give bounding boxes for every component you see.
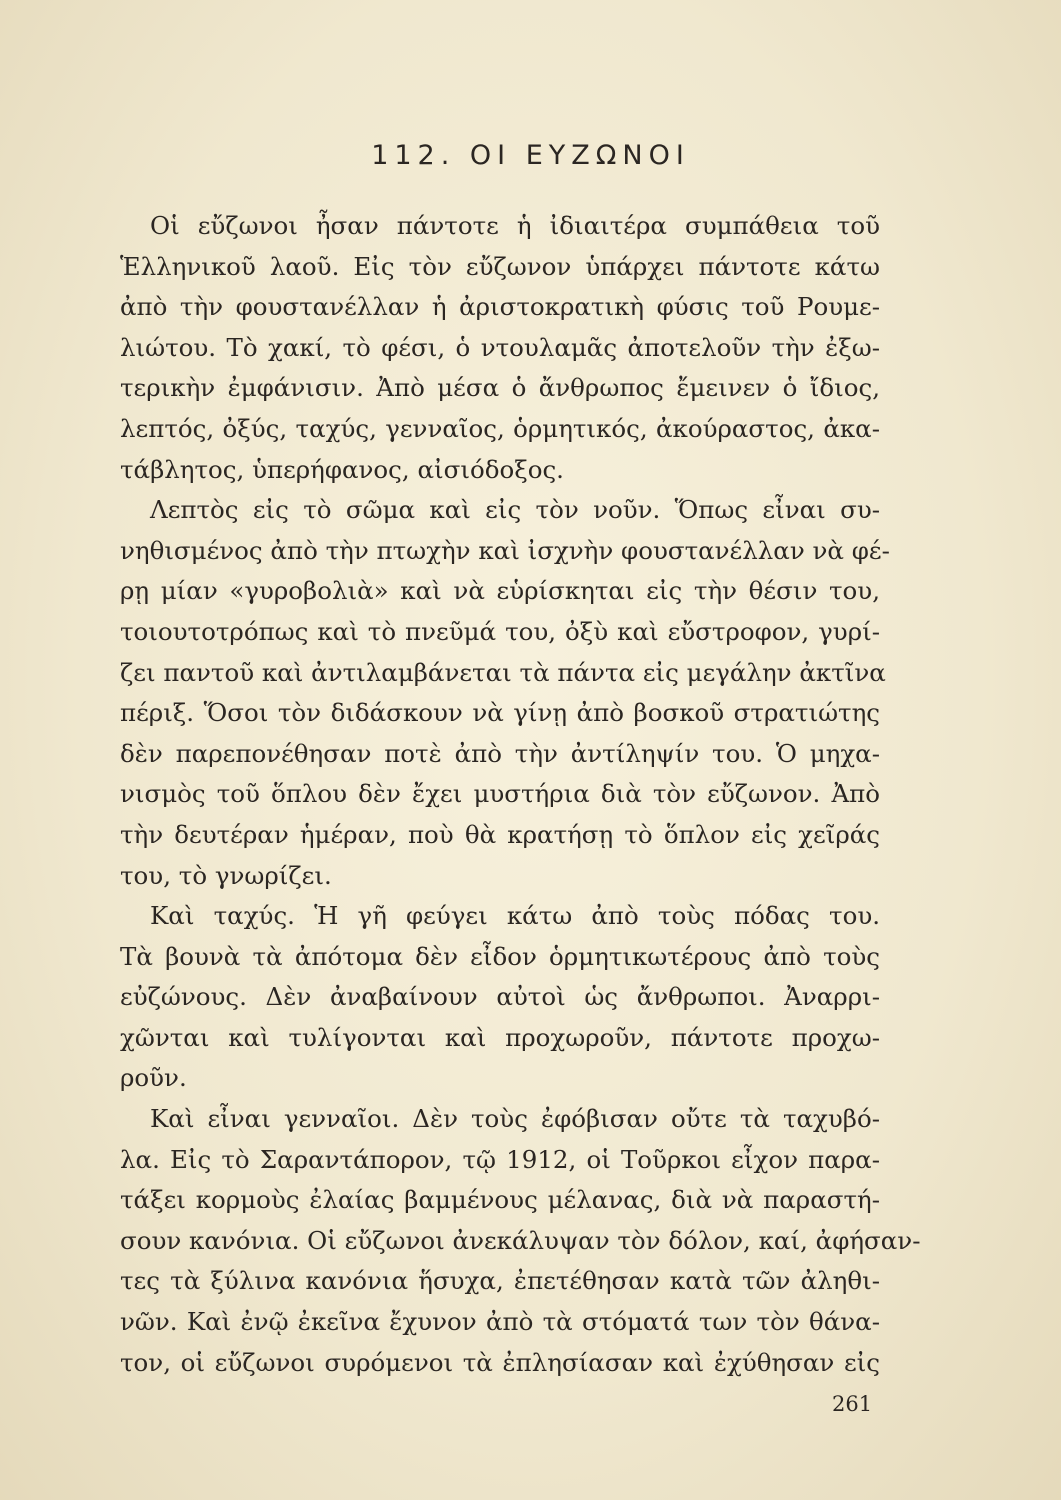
text-line: ζει παντοῦ καὶ ἀντιλαμβάνεται τὰ πάντα εἰς μεγάλην ἀκτῖνα <box>120 657 886 687</box>
text-line: τὴν δευτέραν ἡμέραν, ποὺ θὰ κρατήσῃ τὸ ὅπλον εἰς χεῖράς <box>120 819 880 849</box>
text-line: ρῃ μίαν «γυροβολιὰ» καὶ νὰ εὑρίσκηται εἰς τὴν θέσιν του, <box>120 576 880 606</box>
text-line: εὐζώνους. Δὲν ἀναβαίνουν αὐτοὶ ὡς ἄνθρωποι. Ἀναρρι- <box>120 982 880 1012</box>
text-line: τάβλητος, ὑπερήφανος, αἰσιόδοξος. <box>120 454 564 484</box>
text-line: νισμὸς τοῦ ὅπλου δὲν ἔχει μυστήρια διὰ τὸν εὔζωνον. Ἀπὸ <box>120 779 880 809</box>
text-line: Οἱ εὔζωνοι ἦσαν πάντοτε ἡ ἰδιαιτέρα συμπάθεια τοῦ <box>150 211 880 240</box>
text-line: Καὶ ταχύς. Ἡ γῆ φεύγει κάτω ἀπὸ τοὺς πόδας του. <box>150 901 880 931</box>
text-line: Λεπτὸς εἰς τὸ σῶμα καὶ εἰς τὸν νοῦν. Ὅπως εἶναι συ- <box>150 495 880 525</box>
page-number: 261 <box>832 1392 873 1416</box>
text-line: Τὰ βουνὰ τὰ ἀπότομα δὲν εἶδον ὁρμητικωτέρους ἀπὸ τοὺς <box>120 941 880 971</box>
text-line: τες τὰ ξύλινα κανόνια ἥσυχα, ἐπετέθησαν κατὰ τῶν ἀληθι- <box>120 1266 880 1296</box>
text-line: τον, οἱ εὔζωνοι συρόμενοι τὰ ἐπλησίασαν καὶ ἐχύθησαν εἰς <box>120 1347 880 1377</box>
text-line: Ἑλληνικοῦ λαοῦ. Εἰς τὸν εὔζωνον ὑπάρχει πάντοτε κάτω <box>120 251 880 281</box>
text-line: τερικὴν ἐμφάνισιν. Ἀπὸ μέσα ὁ ἄνθρωπος ἔμεινεν ὁ ἴδιος, <box>120 373 880 403</box>
text-line: τάξει κορμοὺς ἐλαίας βαμμένους μέλανας, διὰ νὰ παραστή- <box>120 1185 880 1215</box>
body-text <box>120 206 921 1383</box>
text-line: ἀπὸ τὴν φουστανέλλαν ἡ ἀριστοκρατικὴ φύσις τοῦ Ρουμε- <box>120 292 880 322</box>
text-line: δὲν παρεπονέθησαν ποτὲ ἀπὸ τὴν ἀντίληψίν του. Ὁ μηχα- <box>120 738 880 768</box>
text-line: σουν κανόνια. Οἱ εὔζωνοι ἀνεκάλυψαν τὸν δόλον, καί, ἀφήσαν- <box>120 1225 921 1255</box>
text-line: τοιουτοτρόπως καὶ τὸ πνεῦμά του, ὀξὺ καὶ εὔστροφον, γυρί- <box>120 616 880 646</box>
text-line: πέριξ. Ὅσοι τὸν διδάσκουν νὰ γίνῃ ἀπὸ βοσκοῦ στρατιώτης <box>120 698 880 728</box>
text-line: του, τὸ γνωρίζει. <box>120 860 332 890</box>
chapter-title: 112. ΟΙ ΕΥΖΩΝΟΙ <box>371 140 690 171</box>
text-line: νῶν. Καὶ ἐνῷ ἐκεῖνα ἔχυνον ἀπὸ τὰ στόματά των τὸν θάνα- <box>120 1307 880 1337</box>
text-line: λιώτου. Τὸ χακί, τὸ φέσι, ὁ ντουλαμᾶς ἀποτελοῦν τὴν ἐξω- <box>120 332 880 362</box>
text-line: νηθισμένος ἀπὸ τὴν πτωχὴν καὶ ἰσχνὴν φουστανέλλαν νὰ φέ- <box>120 535 890 565</box>
text-line: λα. Εἰς τὸ Σαραντάπορον, τῷ 1912, οἱ Τοῦρκοι εἶχον παρα- <box>120 1144 880 1174</box>
text-line: χῶνται καὶ τυλίγονται καὶ προχωροῦν, πάντοτε προχω- <box>120 1022 880 1052</box>
text-line: ροῦν. <box>120 1063 187 1093</box>
text-line: Καὶ εἶναι γενναῖοι. Δὲν τοὺς ἐφόβισαν οὔτε τὰ ταχυβό- <box>150 1104 880 1134</box>
text-line: λεπτός, ὀξύς, ταχύς, γενναῖος, ὁρμητικός, ἀκούραστος, ἀκα- <box>120 413 880 443</box>
